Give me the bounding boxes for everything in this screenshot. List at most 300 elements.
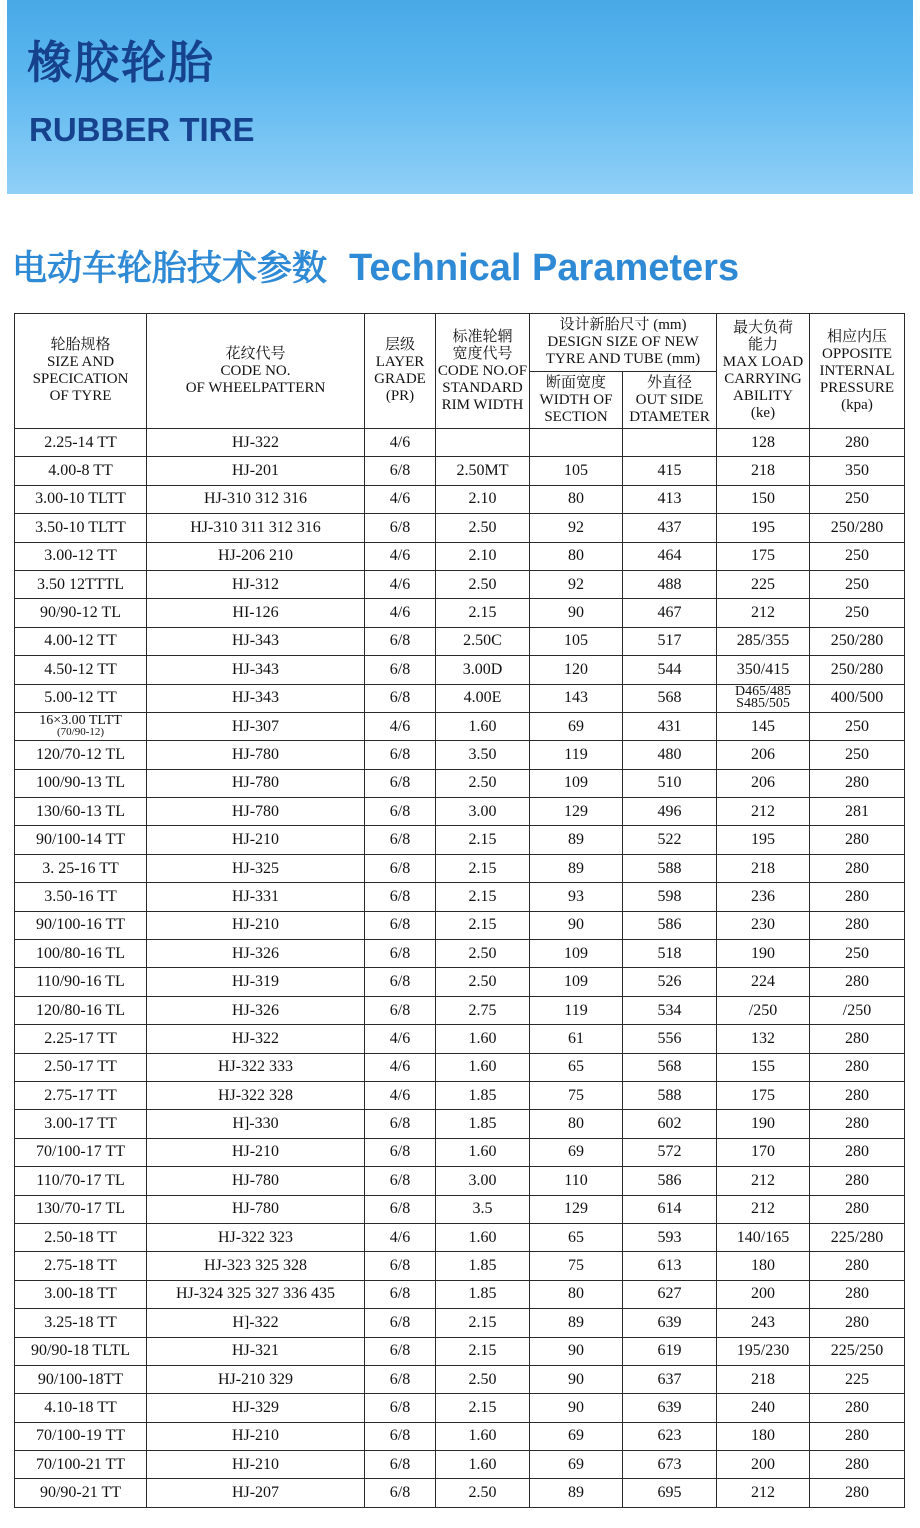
cell-rim-width: 1.60 — [436, 1223, 530, 1251]
cell-section-width: 109 — [530, 968, 623, 996]
load-line: D465/485 — [735, 684, 791, 700]
cell-pressure: 281 — [810, 798, 905, 826]
cell-pattern-code: HJ-324 325 327 336 435 — [147, 1280, 365, 1308]
cell-outside-diameter: 437 — [623, 514, 717, 542]
cell-pattern-code: HJ-331 — [147, 883, 365, 911]
cell-max-load: 195/230 — [717, 1337, 810, 1365]
cell-section-width: 92 — [530, 514, 623, 542]
cell-rim-width: 1.85 — [436, 1110, 530, 1138]
cell-layer-grade: 6/8 — [365, 968, 436, 996]
cell-layer-grade: 6/8 — [365, 1337, 436, 1365]
cell-max-load: 140/165 — [717, 1223, 810, 1251]
table-row — [15, 457, 905, 485]
header-code — [147, 314, 365, 429]
table-row — [15, 854, 905, 882]
cell-section-width: 80 — [530, 1280, 623, 1308]
cell-rim-width: 1.60 — [436, 1138, 530, 1166]
cell-size: 5.00-12 TT — [15, 684, 147, 712]
cell-section-width: 61 — [530, 1025, 623, 1053]
cell-pressure: 225/250 — [810, 1337, 905, 1365]
table-row — [15, 911, 905, 939]
cell-layer-grade: 4/6 — [365, 1081, 436, 1109]
cell-rim-width: 1.85 — [436, 1081, 530, 1109]
table-row — [15, 485, 905, 513]
cell-max-load: 150 — [717, 485, 810, 513]
cell-max-load: /250 — [717, 996, 810, 1024]
cell-layer-grade: 6/8 — [365, 1365, 436, 1393]
load-line: S485/505 — [736, 696, 790, 712]
cell-section-width: 80 — [530, 485, 623, 513]
cell-pressure: 250 — [810, 485, 905, 513]
cell-layer-grade: 6/8 — [365, 1138, 436, 1166]
cell-size — [15, 712, 147, 740]
cell-pressure: 280 — [810, 1110, 905, 1138]
header-load-line: (ke) — [750, 405, 776, 421]
table-row — [15, 656, 905, 684]
header-code-line: 花纹代号 — [225, 345, 286, 362]
cell-outside-diameter: 623 — [623, 1422, 717, 1450]
cell-size: 70/100-19 TT — [15, 1422, 147, 1450]
cell-size: 120/80-16 TL — [15, 996, 147, 1024]
cell-layer-grade: 6/8 — [365, 1309, 436, 1337]
cell-max-load: 190 — [717, 940, 810, 968]
cell-size: 90/100-18TT — [15, 1365, 147, 1393]
header-rim-line: RIM WIDTH — [441, 396, 524, 413]
cell-layer-grade: 6/8 — [365, 1167, 436, 1195]
cell-pattern-code: HJ-310 312 316 — [147, 485, 365, 513]
cell-section-width: 90 — [530, 1337, 623, 1365]
header-design-size — [530, 314, 717, 372]
cell-layer-grade: 4/6 — [365, 429, 436, 457]
cell-pressure: 280 — [810, 1025, 905, 1053]
cell-outside-diameter: 568 — [623, 684, 717, 712]
header-outside-line: DTAMETER — [629, 408, 710, 425]
cell-max-load: 145 — [717, 712, 810, 740]
cell-max-load: 206 — [717, 769, 810, 797]
header-layer-line: GRADE — [374, 371, 426, 387]
cell-rim-width: 2.50 — [436, 940, 530, 968]
cell-section-width: 69 — [530, 1451, 623, 1479]
cell-size: 100/80-16 TL — [15, 940, 147, 968]
table-row — [15, 1053, 905, 1081]
cell-pressure: 250 — [810, 599, 905, 627]
cell-rim-width: 1.60 — [436, 1422, 530, 1450]
cell-layer-grade: 4/6 — [365, 1025, 436, 1053]
table-row — [15, 627, 905, 655]
cell-section-width: 109 — [530, 940, 623, 968]
cell-rim-width: 3.5 — [436, 1195, 530, 1223]
cell-size: 90/90-21 TT — [15, 1479, 147, 1507]
cell-layer-grade: 4/6 — [365, 485, 436, 513]
header-load-line: CARRYING — [724, 371, 802, 387]
header-rim-line: CODE NO.OF — [437, 362, 528, 379]
cell-outside-diameter: 510 — [623, 769, 717, 797]
table-row — [15, 1223, 905, 1251]
cell-size: 3.00-10 TLTT — [15, 485, 147, 513]
cell-layer-grade: 6/8 — [365, 911, 436, 939]
cell-pattern-code: HJ-343 — [147, 684, 365, 712]
cell-pressure: 280 — [810, 1195, 905, 1223]
cell-size: 130/70-17 TL — [15, 1195, 147, 1223]
cell-size: 4.00-8 TT — [15, 457, 147, 485]
cell-section-width: 129 — [530, 798, 623, 826]
cell-rim-width: 2.50MT — [436, 457, 530, 485]
cell-section-width: 80 — [530, 542, 623, 570]
cell-pressure: 350 — [810, 457, 905, 485]
table-row — [15, 1195, 905, 1223]
cell-rim-width: 2.50 — [436, 968, 530, 996]
cell-max-load: 225 — [717, 570, 810, 598]
cell-size: 70/100-17 TT — [15, 1138, 147, 1166]
cell-layer-grade: 6/8 — [365, 854, 436, 882]
table-row — [15, 798, 905, 826]
header-pressure-line: PRESSURE — [819, 379, 895, 396]
cell-layer-grade: 6/8 — [365, 627, 436, 655]
cell-pressure: 280 — [810, 968, 905, 996]
table-row — [15, 1365, 905, 1393]
cell-rim-width: 2.15 — [436, 1394, 530, 1422]
cell-rim-width: 2.50 — [436, 1479, 530, 1507]
cell-max-load: 218 — [717, 1365, 810, 1393]
cell-pattern-code: HJ-780 — [147, 1195, 365, 1223]
cell-outside-diameter: 614 — [623, 1195, 717, 1223]
table-row — [15, 1081, 905, 1109]
cell-section-width: 69 — [530, 1138, 623, 1166]
cell-pattern-code: HJ-322 — [147, 429, 365, 457]
header-pressure-line: 相应内压 — [826, 328, 887, 345]
cell-section-width: 90 — [530, 1365, 623, 1393]
cell-pressure: 250/280 — [810, 514, 905, 542]
header-outside-line: OUT SIDE — [635, 391, 704, 408]
cell-pattern-code: HJ-325 — [147, 854, 365, 882]
cell-size: 2.50-17 TT — [15, 1053, 147, 1081]
cell-pressure: 250/280 — [810, 656, 905, 684]
cell-max-load: 218 — [717, 457, 810, 485]
cell-pressure: 280 — [810, 1167, 905, 1195]
cell-size: 3.25-18 TT — [15, 1309, 147, 1337]
header-load-line: 最大负荷 — [732, 320, 793, 336]
table-row — [15, 883, 905, 911]
cell-size: 2.75-18 TT — [15, 1252, 147, 1280]
cell-outside-diameter: 488 — [623, 570, 717, 598]
cell-outside-diameter: 572 — [623, 1138, 717, 1166]
table-row — [15, 1110, 905, 1138]
cell-size: 3.50-16 TT — [15, 883, 147, 911]
cell-pressure: 280 — [810, 854, 905, 882]
cell-pattern-code: HJ-323 325 328 — [147, 1252, 365, 1280]
cell-pressure: 280 — [810, 1280, 905, 1308]
cell-outside-diameter: 526 — [623, 968, 717, 996]
cell-layer-grade: 4/6 — [365, 1053, 436, 1081]
cell-pattern-code: HJ-326 — [147, 996, 365, 1024]
header-rim — [436, 314, 530, 429]
cell-outside-diameter: 534 — [623, 996, 717, 1024]
cell-size: 2.50-18 TT — [15, 1223, 147, 1251]
cell-max-load: 212 — [717, 1195, 810, 1223]
cell-layer-grade: 6/8 — [365, 741, 436, 769]
table-row — [15, 940, 905, 968]
cell-max-load: 170 — [717, 1138, 810, 1166]
cell-size: 4.50-12 TT — [15, 656, 147, 684]
cell-max-load: 212 — [717, 798, 810, 826]
cell-size: 3.00-12 TT — [15, 542, 147, 570]
cell-outside-diameter: 602 — [623, 1110, 717, 1138]
table-row — [15, 1252, 905, 1280]
header-rim-line: 标准轮辋 — [452, 328, 513, 345]
cell-size: 90/90-18 TLTL — [15, 1337, 147, 1365]
table-row — [15, 769, 905, 797]
header-load-line: MAX LOAD — [722, 354, 804, 370]
header-layer-line: LAYER — [375, 354, 425, 370]
cell-section-width: 89 — [530, 1479, 623, 1507]
cell-rim-width: 2.15 — [436, 599, 530, 627]
cell-rim-width: 2.75 — [436, 996, 530, 1024]
header-code-line: CODE NO. — [220, 362, 291, 379]
cell-rim-width: 2.15 — [436, 883, 530, 911]
cell-max-load: 195 — [717, 514, 810, 542]
cell-pattern-code: HJ-322 — [147, 1025, 365, 1053]
cell-layer-grade: 6/8 — [365, 1195, 436, 1223]
cell-max-load: 212 — [717, 1167, 810, 1195]
cell-pattern-code: HJ-322 333 — [147, 1053, 365, 1081]
cell-pattern-code: HJ-322 323 — [147, 1223, 365, 1251]
cell-max-load: 212 — [717, 1479, 810, 1507]
cell-size: 90/100-16 TT — [15, 911, 147, 939]
cell-section-width: 80 — [530, 1110, 623, 1138]
cell-pattern-code: HJ-210 — [147, 1138, 365, 1166]
cell-size: 120/70-12 TL — [15, 741, 147, 769]
cell-size: 2.25-17 TT — [15, 1025, 147, 1053]
cell-size: 3.50-10 TLTT — [15, 514, 147, 542]
cell-pattern-code: H]-330 — [147, 1110, 365, 1138]
table-row — [15, 996, 905, 1024]
cell-pattern-code: HJ-312 — [147, 570, 365, 598]
header-pressure-line: INTERNAL — [819, 362, 895, 379]
cell-section-width: 89 — [530, 1309, 623, 1337]
cell-layer-grade: 6/8 — [365, 940, 436, 968]
table-row — [15, 599, 905, 627]
table-row — [15, 1280, 905, 1308]
cell-outside-diameter: 415 — [623, 457, 717, 485]
cell-pattern-code: HI-126 — [147, 599, 365, 627]
header-size-line: SPECICATION — [32, 371, 129, 387]
cell-layer-grade: 6/8 — [365, 1451, 436, 1479]
table-row — [15, 1422, 905, 1450]
cell-outside-diameter: 627 — [623, 1280, 717, 1308]
cell-section-width: 129 — [530, 1195, 623, 1223]
cell-section-width: 119 — [530, 996, 623, 1024]
cell-pattern-code: HJ-321 — [147, 1337, 365, 1365]
cell-section-width: 89 — [530, 826, 623, 854]
cell-pattern-code: HJ-780 — [147, 1167, 365, 1195]
cell-outside-diameter — [623, 429, 717, 457]
cell-layer-grade: 4/6 — [365, 570, 436, 598]
cell-rim-width: 3.50 — [436, 741, 530, 769]
cell-max-load: 195 — [717, 826, 810, 854]
cell-layer-grade: 6/8 — [365, 684, 436, 712]
table-row — [15, 514, 905, 542]
size-alt-label: (70/90-12) — [56, 726, 105, 739]
cell-size: 4.10-18 TT — [15, 1394, 147, 1422]
cell-layer-grade: 6/8 — [365, 656, 436, 684]
cell-max-load: 350/415 — [717, 656, 810, 684]
cell-pressure: 250 — [810, 542, 905, 570]
cell-rim-width: 2.15 — [436, 911, 530, 939]
cell-pattern-code: HJ-207 — [147, 1479, 365, 1507]
header-size-line: 轮胎规格 — [50, 337, 111, 353]
cell-rim-width: 2.50 — [436, 514, 530, 542]
cell-layer-grade: 4/6 — [365, 712, 436, 740]
header-width-line: SECTION — [544, 408, 608, 425]
cell-outside-diameter: 464 — [623, 542, 717, 570]
cell-max-load — [717, 684, 810, 712]
cell-outside-diameter: 413 — [623, 485, 717, 513]
header-rim-line: 宽度代号 — [452, 345, 513, 362]
cell-pattern-code: HJ-329 — [147, 1394, 365, 1422]
header-section-width — [530, 372, 623, 429]
cell-outside-diameter: 673 — [623, 1451, 717, 1479]
banner-title-cn: 橡胶轮胎 — [27, 36, 216, 89]
cell-max-load: 224 — [717, 968, 810, 996]
cell-layer-grade: 6/8 — [365, 883, 436, 911]
cell-section-width: 75 — [530, 1252, 623, 1280]
cell-pressure: 225/280 — [810, 1223, 905, 1251]
cell-outside-diameter: 588 — [623, 1081, 717, 1109]
cell-rim-width: 1.60 — [436, 1053, 530, 1081]
cell-pressure: 280 — [810, 1138, 905, 1166]
cell-max-load: 200 — [717, 1451, 810, 1479]
cell-pressure: 225 — [810, 1365, 905, 1393]
cell-layer-grade: 6/8 — [365, 826, 436, 854]
cell-outside-diameter: 568 — [623, 1053, 717, 1081]
cell-size: 130/60-13 TL — [15, 798, 147, 826]
header-pressure — [810, 314, 905, 429]
cell-outside-diameter: 544 — [623, 656, 717, 684]
cell-rim-width: 1.85 — [436, 1280, 530, 1308]
cell-pattern-code: H]-322 — [147, 1309, 365, 1337]
banner-title-en: RUBBER TIRE — [29, 111, 255, 148]
cell-rim-width: 2.15 — [436, 1337, 530, 1365]
cell-max-load: 218 — [717, 854, 810, 882]
cell-pressure: 250/280 — [810, 627, 905, 655]
header-rim-line: STANDARD — [442, 379, 523, 396]
cell-pattern-code: HJ-343 — [147, 627, 365, 655]
cell-pressure: /250 — [810, 996, 905, 1024]
section-title-cn: 电动车轮胎技术参数 — [12, 249, 328, 289]
cell-pressure: 250 — [810, 741, 905, 769]
cell-section-width: 90 — [530, 911, 623, 939]
cell-size: 2.75-17 TT — [15, 1081, 147, 1109]
cell-section-width: 110 — [530, 1167, 623, 1195]
cell-max-load: 128 — [717, 429, 810, 457]
cell-rim-width: 4.00E — [436, 684, 530, 712]
cell-outside-diameter: 695 — [623, 1479, 717, 1507]
table-row — [15, 1479, 905, 1507]
cell-section-width: 93 — [530, 883, 623, 911]
cell-layer-grade: 6/8 — [365, 1394, 436, 1422]
cell-pressure: 280 — [810, 1309, 905, 1337]
header-design-line: TYRE AND TUBE (mm) — [545, 351, 701, 367]
table-row — [15, 968, 905, 996]
table-row — [15, 1167, 905, 1195]
cell-outside-diameter: 639 — [623, 1394, 717, 1422]
table-row — [15, 741, 905, 769]
header-load-line: ABILITY — [733, 388, 793, 404]
cell-rim-width: 2.15 — [436, 826, 530, 854]
cell-section-width: 105 — [530, 627, 623, 655]
cell-section-width: 65 — [530, 1223, 623, 1251]
cell-pattern-code: HJ-319 — [147, 968, 365, 996]
cell-max-load: 236 — [717, 883, 810, 911]
cell-size: 3.00-18 TT — [15, 1280, 147, 1308]
cell-rim-width: 2.15 — [436, 1309, 530, 1337]
cell-pattern-code: HJ-210 — [147, 911, 365, 939]
header-layer-line: (PR) — [385, 388, 415, 404]
cell-section-width: 119 — [530, 741, 623, 769]
cell-pressure: 280 — [810, 1422, 905, 1450]
cell-outside-diameter: 496 — [623, 798, 717, 826]
cell-pattern-code: HJ-326 — [147, 940, 365, 968]
cell-rim-width: 2.50C — [436, 627, 530, 655]
header-pressure-line: (kpa) — [841, 396, 873, 413]
header-outside-line: 外直径 — [646, 374, 692, 391]
cell-max-load: 132 — [717, 1025, 810, 1053]
table-row — [15, 1337, 905, 1365]
cell-layer-grade: 6/8 — [365, 1280, 436, 1308]
header-pressure-line: OPPOSITE — [821, 345, 892, 362]
cell-pressure: 280 — [810, 1394, 905, 1422]
cell-section-width — [530, 429, 623, 457]
cell-rim-width: 3.00 — [436, 798, 530, 826]
cell-section-width: 90 — [530, 1394, 623, 1422]
cell-outside-diameter: 517 — [623, 627, 717, 655]
cell-max-load: 190 — [717, 1110, 810, 1138]
cell-outside-diameter: 431 — [623, 712, 717, 740]
cell-outside-diameter: 467 — [623, 599, 717, 627]
header-size — [15, 314, 147, 429]
section-title — [12, 249, 739, 287]
cell-section-width: 105 — [530, 457, 623, 485]
cell-pattern-code: HJ-210 — [147, 826, 365, 854]
cell-max-load: 175 — [717, 542, 810, 570]
cell-size: 3.50 12TTTL — [15, 570, 147, 598]
cell-rim-width: 1.85 — [436, 1252, 530, 1280]
cell-pattern-code: HJ-210 — [147, 1451, 365, 1479]
cell-size: 90/100-14 TT — [15, 826, 147, 854]
cell-pattern-code: HJ-780 — [147, 769, 365, 797]
table-row — [15, 712, 905, 740]
cell-section-width: 143 — [530, 684, 623, 712]
cell-rim-width: 1.60 — [436, 1025, 530, 1053]
cell-pressure: 250 — [810, 940, 905, 968]
table-row — [15, 1451, 905, 1479]
cell-pattern-code: HJ-201 — [147, 457, 365, 485]
header-width-line: WIDTH OF — [539, 391, 613, 408]
cell-section-width: 75 — [530, 1081, 623, 1109]
cell-section-width: 65 — [530, 1053, 623, 1081]
cell-section-width: 69 — [530, 712, 623, 740]
cell-max-load: 175 — [717, 1081, 810, 1109]
cell-rim-width: 1.60 — [436, 1451, 530, 1479]
cell-section-width: 120 — [530, 656, 623, 684]
header-layer-line: 层级 — [384, 337, 415, 353]
cell-outside-diameter: 588 — [623, 854, 717, 882]
cell-pattern-code: HJ-210 — [147, 1422, 365, 1450]
cell-layer-grade: 4/6 — [365, 542, 436, 570]
header-load-line: 能力 — [747, 337, 778, 353]
cell-max-load: 285/355 — [717, 627, 810, 655]
cell-outside-diameter: 613 — [623, 1252, 717, 1280]
